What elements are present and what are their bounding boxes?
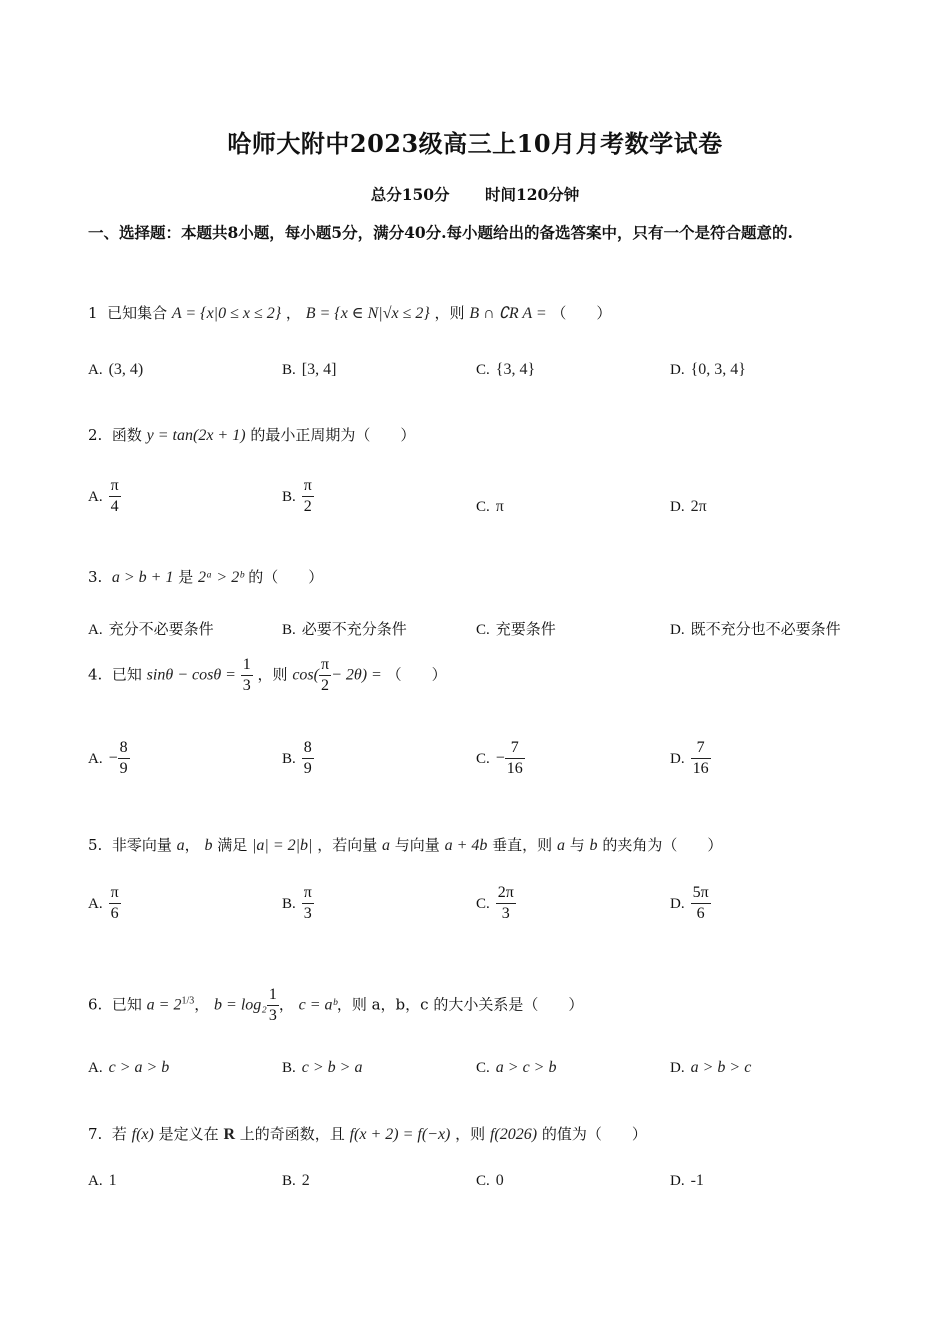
option-value: a > b > c [690, 1059, 752, 1076]
equation-lhs: sinθ − cosθ = [146, 666, 236, 684]
question-text: 是定义在 [158, 1125, 219, 1143]
question-text: ，则 [455, 1125, 486, 1143]
question-number: 5. [88, 836, 103, 854]
option-b: B. $\frac{\pi}{2}$ [282, 477, 312, 515]
option-b: B. [3, 4] [282, 361, 337, 378]
option-b: B. 必要不充分条件 [282, 620, 407, 638]
option-d: D. -1 [670, 1172, 704, 1189]
option-value: 充要条件 [495, 620, 556, 638]
question-text: 的值为（ ） [541, 1125, 647, 1143]
answer-blank: （ ） [551, 306, 612, 322]
fraction: $\frac{1}{3}$ [242, 656, 251, 694]
question-6: 6. 已知 $a = 2^{1/3}$， b = log₂ $\frac{1}{3}$ ， c = aᵇ，则 a，b，c 的大小关系是（ ） [88, 986, 584, 1024]
vector-a: a [382, 837, 390, 854]
option-a: A. (3, 4) [88, 361, 144, 378]
option-value: 2π [690, 498, 707, 515]
cos-expression: − 2θ) = [331, 666, 382, 684]
question-text: 垂直，则 [492, 836, 553, 854]
question-text: 的最小正周期为（ ） [250, 426, 416, 444]
option-value: (3, 4) [108, 361, 144, 378]
question-text: 是 [178, 568, 194, 586]
option-value: {0, 3, 4} [690, 361, 746, 378]
question-number: 1 [88, 304, 98, 322]
intersection-expression: B ∩ ∁R A = [469, 305, 547, 322]
function-expression: y = tan(2x + 1) [146, 427, 246, 444]
option-value: 1 [108, 1172, 117, 1189]
question-number: 2. [88, 426, 103, 444]
question-number: 3. [88, 568, 103, 586]
question-text: 与 [569, 836, 585, 854]
option-a: A. 充分不必要条件 [88, 620, 214, 638]
question-4 [88, 655, 447, 696]
fraction: $\frac{\pi}{3}$ [303, 884, 312, 922]
option-value: a > c > b [495, 1059, 557, 1076]
exam-subtitle: 总分150分 时间120分钟 [370, 185, 580, 204]
option-c: C. π [476, 498, 504, 515]
option-b: B. 2 [282, 1172, 310, 1189]
exam-title: 哈师大附中2023级高三上10月月考数学试卷 [227, 129, 723, 158]
question-text: 与向量 [394, 836, 440, 854]
fraction: $\frac{8}{9}$ [119, 739, 128, 777]
option-c: C. a > c > b [476, 1059, 557, 1076]
answer-blank: （ ） [386, 667, 447, 684]
fraction: $\frac{\pi}{2}$ [303, 477, 312, 515]
magnitude-condition: |a| = 2|b| [252, 837, 313, 854]
a-definition: a = 2 [146, 996, 182, 1014]
option-c: C. − $\frac{7}{16}$ [476, 739, 523, 777]
question-2 [88, 424, 415, 445]
question-text: ，则 [434, 304, 465, 322]
option-c: C. 充要条件 [476, 620, 556, 638]
option-a: A. − $\frac{8}{9}$ [88, 739, 128, 777]
fraction: $\frac{\pi}{6}$ [110, 884, 119, 922]
question-7 [88, 1123, 647, 1144]
c-definition: c = aᵇ [298, 996, 337, 1014]
option-c: C. {3, 4} [476, 361, 536, 378]
option-value: -1 [690, 1172, 704, 1189]
option-value: {3, 4} [495, 361, 536, 378]
function-f: f(x) [131, 1126, 154, 1143]
option-d: D. 2π [670, 498, 707, 515]
fraction: $\frac{5\pi}{6}$ [692, 884, 709, 922]
question-number: 4. [88, 665, 103, 684]
option-a: A. $\frac{\pi}{6}$ [88, 884, 119, 922]
set-a-expression: A = {x|0 ≤ x ≤ 2} [171, 305, 282, 322]
fraction: $\frac{7}{16}$ [692, 739, 709, 777]
vector-b: b [204, 837, 213, 854]
fraction: $\frac{2\pi}{3}$ [497, 884, 514, 922]
option-b: B. c > b > a [282, 1059, 363, 1076]
option-d: D. $\frac{5\pi}{6}$ [670, 884, 709, 922]
question-text: ，则 [257, 665, 288, 684]
option-d: D. {0, 3, 4} [670, 361, 746, 378]
question-number: 6. [88, 995, 103, 1014]
question-text: ，则 a，b，c 的大小关系是（ ） [336, 995, 584, 1014]
option-a: A. 1 [88, 1172, 117, 1189]
question-text: 上的奇函数，且 [239, 1125, 345, 1143]
question-1 [88, 302, 611, 323]
option-value: [3, 4] [301, 361, 337, 378]
section-heading: 一、选择题：本题共8小题，每小题5分，满分40分.每小题给出的备选答案中，只有一个是符合题意的. [88, 223, 793, 242]
option-d: D. 既不充分也不必要条件 [670, 620, 841, 638]
question-3 [88, 566, 323, 587]
real-numbers-symbol: R [223, 1126, 235, 1143]
option-value: 0 [495, 1172, 504, 1189]
vector-a: a [556, 837, 565, 854]
fraction: $\frac{7}{16}$ [506, 739, 523, 777]
set-b-expression: B = {x ∈ N|√x ≤ 2} [305, 305, 430, 322]
option-b: B. $\frac{\pi}{3}$ [282, 884, 312, 922]
question-number: 7. [88, 1125, 103, 1143]
vector-b: b [589, 837, 598, 854]
condition-expression: a > b + 1 [111, 569, 174, 586]
fraction: $\frac{8}{9}$ [303, 739, 312, 777]
question-text: ，若向量 [317, 836, 378, 854]
fraction: $\frac{\pi}{4}$ [110, 477, 119, 515]
question-text: 的（ ） [248, 568, 324, 586]
exponent: 1/3 [181, 995, 195, 1007]
option-c: C. 0 [476, 1172, 504, 1189]
option-value: 既不充分也不必要条件 [690, 620, 841, 638]
separator: ， [285, 304, 301, 322]
condition-expression: 2ᵃ > 2ᵇ [198, 569, 244, 586]
option-d: D. $\frac{7}{16}$ [670, 739, 709, 777]
question-text: 若 [111, 1125, 127, 1143]
fraction: $\frac{1}{3}$ [268, 986, 277, 1024]
question-text: 函数 [111, 426, 142, 444]
option-value: c > b > a [301, 1059, 363, 1076]
option-c: C. $\frac{2\pi}{3}$ [476, 884, 514, 922]
question-text: 已知 [111, 995, 142, 1014]
option-a: A. $\frac{\pi}{4}$ [88, 477, 119, 515]
function-value: f(2026) [489, 1126, 538, 1143]
option-value: 必要不充分条件 [301, 620, 407, 638]
fraction: $\frac{\pi}{2}$ [320, 656, 330, 694]
b-definition: b = log₂ [214, 996, 267, 1014]
question-text: 已知 [111, 665, 142, 684]
cos-expression: cos( [292, 666, 319, 684]
question-text: 的夹角为（ ） [602, 836, 723, 854]
question-text: 非零向量 [111, 836, 172, 854]
functional-equation: f(x + 2) = f(−x) [349, 1126, 451, 1143]
vector-a: a [176, 837, 185, 854]
question-5: 5. 非零向量 a， b 满足 |a| = 2|b| ，若向量 a 与向量 a + 4b 垂直，则 a 与 b 的夹角为（ ） [88, 836, 723, 854]
option-value: c > a > b [108, 1059, 170, 1076]
option-value: π [495, 498, 504, 515]
option-d: D. a > b > c [670, 1059, 752, 1076]
option-b: B. $\frac{8}{9}$ [282, 739, 312, 777]
option-value: 充分不必要条件 [108, 620, 214, 638]
option-a: A. c > a > b [88, 1059, 170, 1076]
question-text: 满足 [217, 836, 248, 854]
vector-combination: a + 4b [444, 837, 488, 854]
option-value: 2 [301, 1172, 310, 1189]
question-text: 已知集合 [107, 304, 168, 322]
